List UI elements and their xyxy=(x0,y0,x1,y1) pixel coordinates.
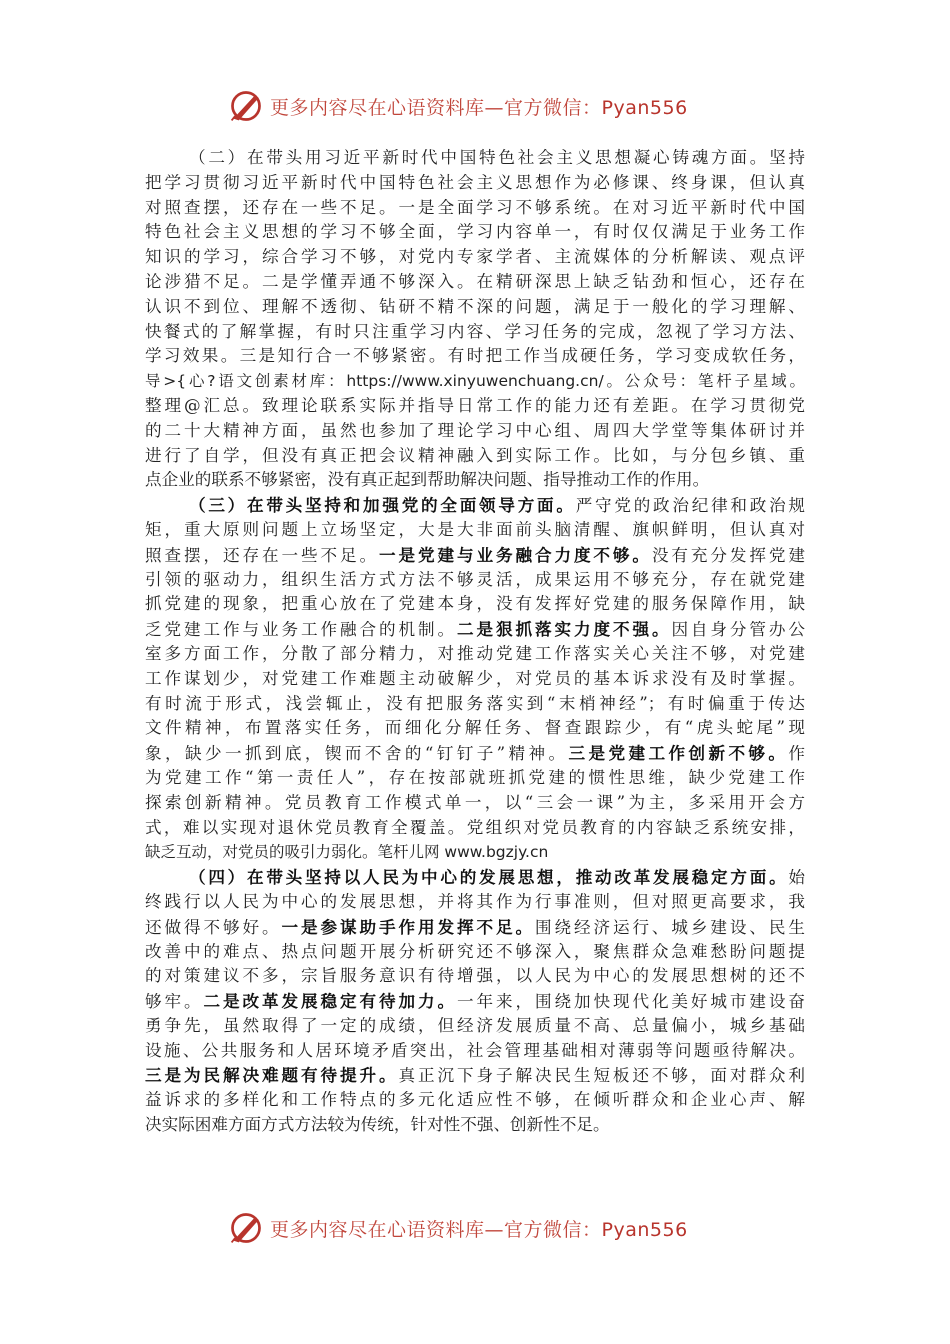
body-text: 探索创新精神。党员教育工作模式单一，以“三会一课”为主，多采用开会方 xyxy=(145,792,805,812)
body-text: 为党建工作“第一责任人”，存在按部就班抓党建的惯性思维，缺少党建工作 xyxy=(145,767,805,787)
text-line xyxy=(145,964,805,989)
bold-heading-text: 一是党建与业务融合力度不够。 xyxy=(378,544,652,565)
text-line xyxy=(145,146,805,171)
text-line xyxy=(145,791,805,816)
text-line xyxy=(145,468,805,493)
text-line xyxy=(145,270,805,295)
bold-heading-text: 三是为民解决难题有待提升。 xyxy=(145,1065,399,1086)
text-line xyxy=(145,344,805,369)
body-text: 因自身分管办公 xyxy=(671,620,805,640)
text-line xyxy=(145,1088,805,1113)
text-line xyxy=(145,419,805,444)
text-line xyxy=(145,171,805,196)
body-text: 改善中的难点、热点问题开展分析研究还不够深入，聚焦群众急难愁盼问题提 xyxy=(145,941,805,961)
body-text: 式，难以实现对退休党员教育全覆盖。党组织对党员教育的内容缺乏系统安排， xyxy=(145,817,805,837)
text-line xyxy=(145,989,805,1014)
body-text: 有时流于形式，浅尝辄止，没有把服务落实到“末梢神经”；有时偏重于传达 xyxy=(145,693,805,713)
text-line xyxy=(145,642,805,667)
text-line xyxy=(145,1113,805,1138)
text-line xyxy=(145,518,805,543)
body-text: 勇争先，虽然取得了一定的成绩，但经济发展质量不高、总量偏小，城乡基础 xyxy=(145,1015,805,1035)
body-text: 抓党建的现象，把重心放在了党建本身，没有发挥好党建的服务保障作用，缺 xyxy=(145,594,805,614)
body-text: 进行了自学，但没有真正把会议精神融入到实际工作。比如，与分包乡镇、重 xyxy=(145,445,805,465)
body-text: 终践行以人民为中心的发展思想，并将其作为行事准则，但对照更高要求，我 xyxy=(145,891,805,911)
body-text: 的二十大精神方面，虽然也参加了理论学习中心组、周四大学堂等集体研讨并 xyxy=(145,420,805,440)
text-line xyxy=(145,568,805,593)
body-text: 决实际困难方面方式方法较为传统，针对性不强、创新性不足。 xyxy=(145,1115,610,1135)
text-line xyxy=(145,220,805,245)
body-text: 够牢。 xyxy=(145,992,204,1012)
text-line xyxy=(145,543,805,568)
text-line xyxy=(145,1039,805,1064)
body-text: 没有充分发挥党建 xyxy=(651,545,805,565)
text-line xyxy=(145,444,805,469)
body-text: 室多方面工作，分散了部分精力，对推动党建工作落实关心关注不够，对党建 xyxy=(145,643,805,663)
text-line xyxy=(145,915,805,940)
body-text: 特色社会主义思想的学习不够全面，学习内容单一，有时仅仅满足于业务工作 xyxy=(145,222,805,242)
body-text: 论涉猎不足。二是学懂弄通不够深入。在精研深思上缺乏钻劲和恒心，还存在 xyxy=(145,271,805,291)
body-text: 快餐式的了解掌握，有时只注重学习内容、学习任务的完成，忽视了学习方法、 xyxy=(145,321,805,341)
body-text: 把学习贯彻习近平新时代中国特色社会主义思想作为必修课、终身课，但认真 xyxy=(145,172,805,192)
body-text: 作 xyxy=(788,744,805,764)
text-line xyxy=(145,369,805,394)
body-text: 缺乏互动，对党员的吸引力弱化。笔杆儿网 www.bgzjy.cn xyxy=(145,843,549,862)
body-text: 始 xyxy=(788,868,805,888)
text-line xyxy=(145,493,805,518)
header-banner xyxy=(228,86,748,126)
bold-heading-text: 二是狠抓落实力度不强。 xyxy=(456,619,672,640)
body-text: 学习效果。三是知行合一不够紧密。有时把工作当成硬任务，学习变成软任务， xyxy=(145,346,805,366)
body-text: 益诉求的多样化和工作特点的多元化适应性不够，在倾听群众和企业心声、解 xyxy=(145,1090,805,1110)
body-text: 乏党建工作与业务工作融合的机制。 xyxy=(145,620,457,640)
text-line xyxy=(145,766,805,791)
bold-heading-text: （三）在带头坚持和加强党的全面领导方面。 xyxy=(189,495,576,516)
body-text: 真正沉下身子解决民生短板还不够，面对群众利 xyxy=(398,1066,805,1086)
body-text: 点企业的联系不够紧密，没有真正起到帮助解决问题、指导推动工作的作用。 xyxy=(145,470,710,490)
text-line xyxy=(145,940,805,965)
text-line xyxy=(145,320,805,345)
body-text: 对照查摆，还存在一些不足。一是全面学习不够系统。在对习近平新时代中国 xyxy=(145,197,805,217)
body-text: 矩，重大原则问题上立场坚定，大是大非面前头脑清醒、旗帜鲜明，但认真对 xyxy=(145,519,805,539)
text-line xyxy=(145,741,805,766)
text-line xyxy=(145,890,805,915)
body-text: （二）在带头用习近平新时代中国特色社会主义思想凝心铸魂方面。坚持 xyxy=(189,148,805,167)
text-line xyxy=(145,692,805,717)
text-line xyxy=(145,840,805,865)
bold-heading-text: 一是参谋助手作用发挥不足。 xyxy=(281,916,535,937)
banner-text: 更多内容尽在心语资料库—官方微信：Pyan556 xyxy=(270,96,688,119)
body-text: 文件精神，布置落实任务，而细化分解任务、督查跟踪少，有“虎头蛇尾”现 xyxy=(145,718,805,738)
pen-circle-logo-icon xyxy=(228,88,264,124)
text-line xyxy=(145,196,805,221)
text-line xyxy=(145,394,805,419)
body-text: 还做得不够好。 xyxy=(145,917,282,937)
body-text: 整理@汇总。致理论联系实际并指导日常工作的能力还有差距。在学习贯彻党 xyxy=(145,395,805,415)
bold-heading-text: 三是党建工作创新不够。 xyxy=(568,743,789,764)
text-line xyxy=(145,617,805,642)
text-line xyxy=(145,667,805,692)
body-text: 照查摆，还存在一些不足。 xyxy=(145,545,379,565)
body-text: 认识不到位、理解不透彻、钻研不精不深的问题，满足于一般化的学习理解、 xyxy=(145,296,805,316)
text-line xyxy=(145,1014,805,1039)
bold-heading-text: （四）在带头坚持以人民为中心的发展思想，推动改革发展稳定方面。 xyxy=(189,867,789,888)
document-body xyxy=(145,146,805,1138)
body-text: 一年来，围绕加快现代化美好城市建设奋 xyxy=(456,992,805,1012)
body-text: 导>{心?语文创素材库：https://www.xinyuwenchuang.cn/。公众号：笔杆子星域。 xyxy=(145,372,805,391)
body-text: 设施、公共服务和人居环境矛盾突出，社会管理基础相对薄弱等问题亟待解决。 xyxy=(145,1040,805,1060)
text-line xyxy=(145,716,805,741)
body-text: 引领的驱动力，组织生活方式方法不够灵活，成果运用不够充分，存在就党建 xyxy=(145,569,805,589)
text-line xyxy=(145,1063,805,1088)
footer-banner xyxy=(228,1208,748,1248)
wechat-id: Pyan556 xyxy=(601,96,688,119)
body-text: 严守党的政治纪律和政治规 xyxy=(575,496,805,516)
text-line xyxy=(145,295,805,320)
body-text: 围绕经济运行、城乡建设、民生 xyxy=(534,917,805,937)
body-text: 象，缺少一抓到底，锲而不舍的“钉钉子”精神。 xyxy=(145,744,569,764)
text-line xyxy=(145,592,805,617)
wechat-id: Pyan556 xyxy=(601,1218,688,1241)
pen-circle-logo-icon xyxy=(228,1210,264,1246)
body-text: 的对策建议不多，宗旨服务意识有待增强，以人民为中心的发展思想树的还不 xyxy=(145,966,805,986)
bold-heading-text: 二是改革发展稳定有待加力。 xyxy=(203,991,457,1012)
text-line xyxy=(145,865,805,890)
text-line xyxy=(145,245,805,270)
banner-text: 更多内容尽在心语资料库—官方微信：Pyan556 xyxy=(270,1218,688,1241)
body-text: 知识的学习，综合学习不够，对党内专家学者、主流媒体的分析解读、观点评 xyxy=(145,247,805,267)
text-line xyxy=(145,816,805,841)
body-text: 工作谋划少，对党建工作难题主动破解少，对党员的基本诉求没有及时掌握。 xyxy=(145,668,805,688)
